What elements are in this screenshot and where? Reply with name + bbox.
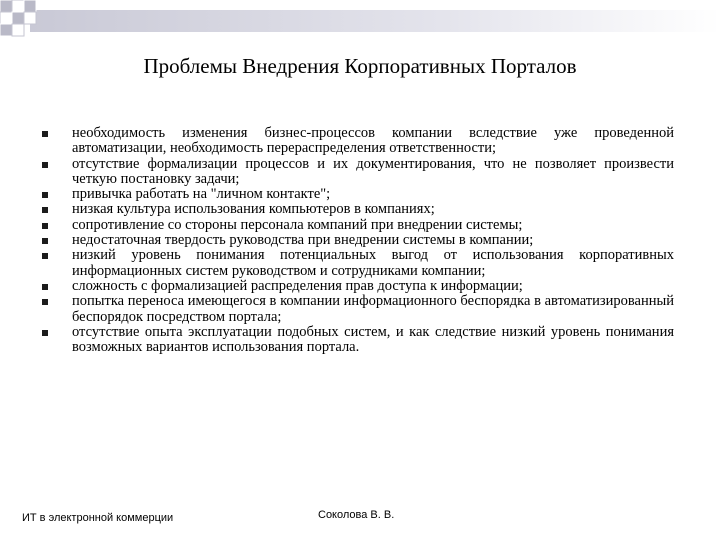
square-bullet-icon <box>42 284 48 290</box>
footer-author: Соколова В. В. <box>318 509 395 521</box>
bullet-text: отсутствие формализации процессов и их документирования, что не позволяет произвести четкую постановку задачи; <box>72 155 674 187</box>
slide-title: Проблемы Внедрения Корпоративных Порталов <box>143 54 577 78</box>
bullet-item <box>42 218 674 233</box>
square-bullet-icon <box>42 162 48 168</box>
square-bullet-icon <box>42 192 48 198</box>
bullet-item <box>42 279 674 294</box>
bullet-text: низкий уровень понимания потенциальных выгод от использования корпоративных информационных систем руководством и сотрудниками компании; <box>72 247 674 279</box>
bullet-item <box>42 294 674 325</box>
corner-decoration <box>0 0 720 44</box>
square-bullet-icon <box>42 299 48 305</box>
bullet-text: необходимость изменения бизнес-процессов компании вследствие уже проведенной автоматизации, необходимость перераспределения ответственности; <box>72 125 674 157</box>
bullet-item <box>42 157 674 188</box>
bullet-text: отсутствие опыта эксплуатации подобных систем, и как следствие низкий уровень понимания возможных вариантов использования портала. <box>72 323 674 356</box>
square-bullet-icon <box>42 253 48 259</box>
bullet-text: недостаточная твердость руководства при внедрении системы в компании; <box>72 232 534 249</box>
square-bullet-icon <box>42 238 48 244</box>
bullet-item <box>42 202 674 217</box>
bullet-list <box>42 126 674 355</box>
bullet-text: низкая культура использования компьютеров в компаниях; <box>72 201 435 218</box>
bullet-text: сопротивление со стороны персонала компаний при внедрении системы; <box>72 216 523 233</box>
footer-course-name: ИТ в электронной коммерции <box>22 512 174 524</box>
bullet-item <box>42 187 674 202</box>
bullet-item <box>42 248 674 279</box>
bullet-text: попытка переноса имеющегося в компании информационного беспорядка в автоматизированный беспорядок посредством портала; <box>72 293 674 325</box>
bullet-item <box>42 233 674 248</box>
bullet-text: сложность с формализацией распределения прав доступа к информации; <box>72 277 523 294</box>
square-bullet-icon <box>42 330 48 336</box>
bullet-text: привычка работать на "личном контакте"; <box>72 186 331 203</box>
square-bullet-icon <box>42 207 48 213</box>
square-bullet-icon <box>42 223 48 229</box>
bullet-item <box>42 325 674 356</box>
square-bullet-icon <box>42 131 48 137</box>
bullet-item <box>42 126 674 157</box>
